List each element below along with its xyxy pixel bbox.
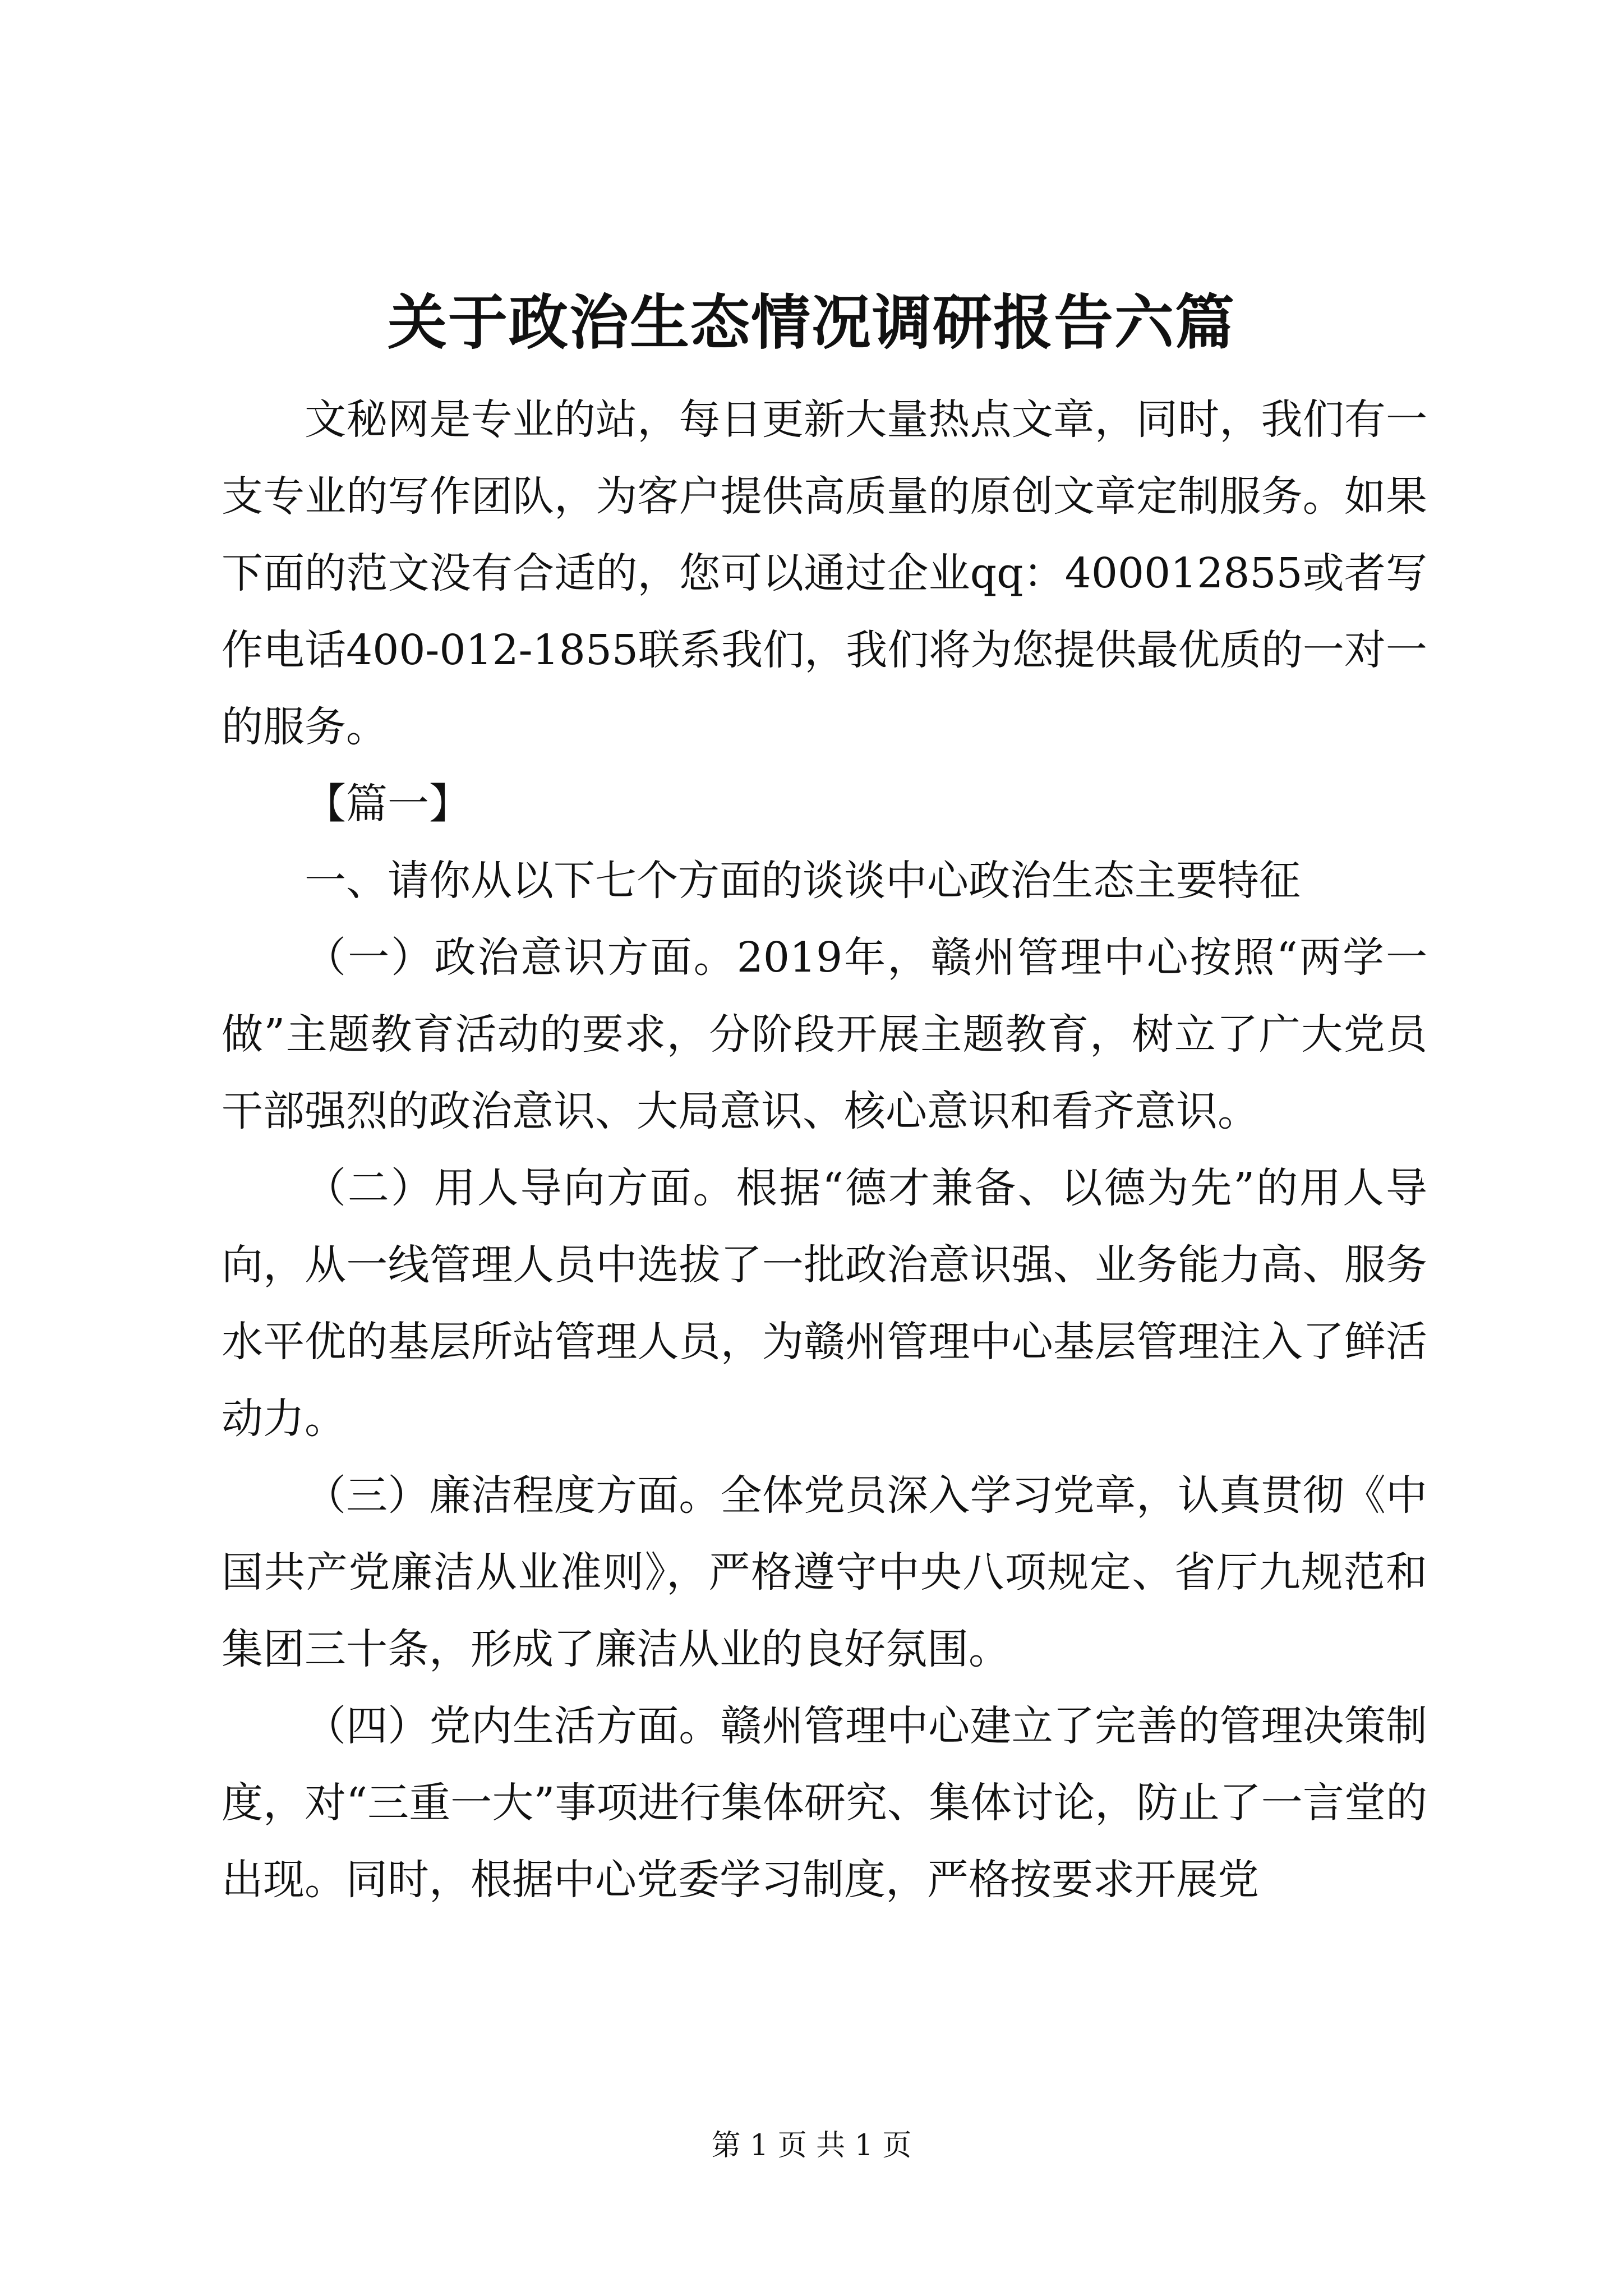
question-heading: 一、请你从以下七个方面的谈谈中心政治生态主要特征	[305, 857, 1301, 905]
paragraph-employment-orientation: （二）用人导向方面。根据“德才兼备、以德为先”的用人导向，从一线管理人员中选拔了一批政治意识强、业务能力高、服务水平优的基层所站管理人员，为赣州管理中心基层管理注入了鲜活动力。	[222, 1164, 1427, 1443]
document-body	[222, 381, 1427, 1918]
page-footer: 第 1 页 共 1 页	[711, 2129, 912, 2162]
section-heading: 【篇一】	[305, 780, 471, 828]
paragraph-political-awareness: （一）政治意识方面。2019年，赣州管理中心按照“两学一做”主题教育活动的要求，分阶段开展主题教育，树立了广大党员干部强烈的政治意识、大局意识、核心意识和看齐意识。	[222, 933, 1427, 1135]
document-title: 关于政治生态情况调研报告六篇	[388, 287, 1235, 357]
paragraph-party-life: （四）党内生活方面。赣州管理中心建立了完善的管理决策制度，对“三重一大”事项进行集体研究、集体讨论，防止了一言堂的出现。同时，根据中心党委学习制度，严格按要求开展党	[222, 1702, 1427, 1904]
intro-paragraph: 文秘网是专业的站，每日更新大量热点文章，同时，我们有一支专业的写作团队，为客户提供高质量的原创文章定制服务。如果下面的范文没有合适的，您可以通过企业qq：400012855或者写作电话400-012-1855联系我们，我们将为您提供最优质的一对一的服务。	[222, 395, 1427, 751]
paragraph-integrity: （三）廉洁程度方面。全体党员深入学习党章，认真贯彻《中国共产党廉洁从业准则》，严格遵守中央八项规定、省厅九规范和集团三十条，形成了廉洁从业的良好氛围。	[222, 1471, 1427, 1673]
